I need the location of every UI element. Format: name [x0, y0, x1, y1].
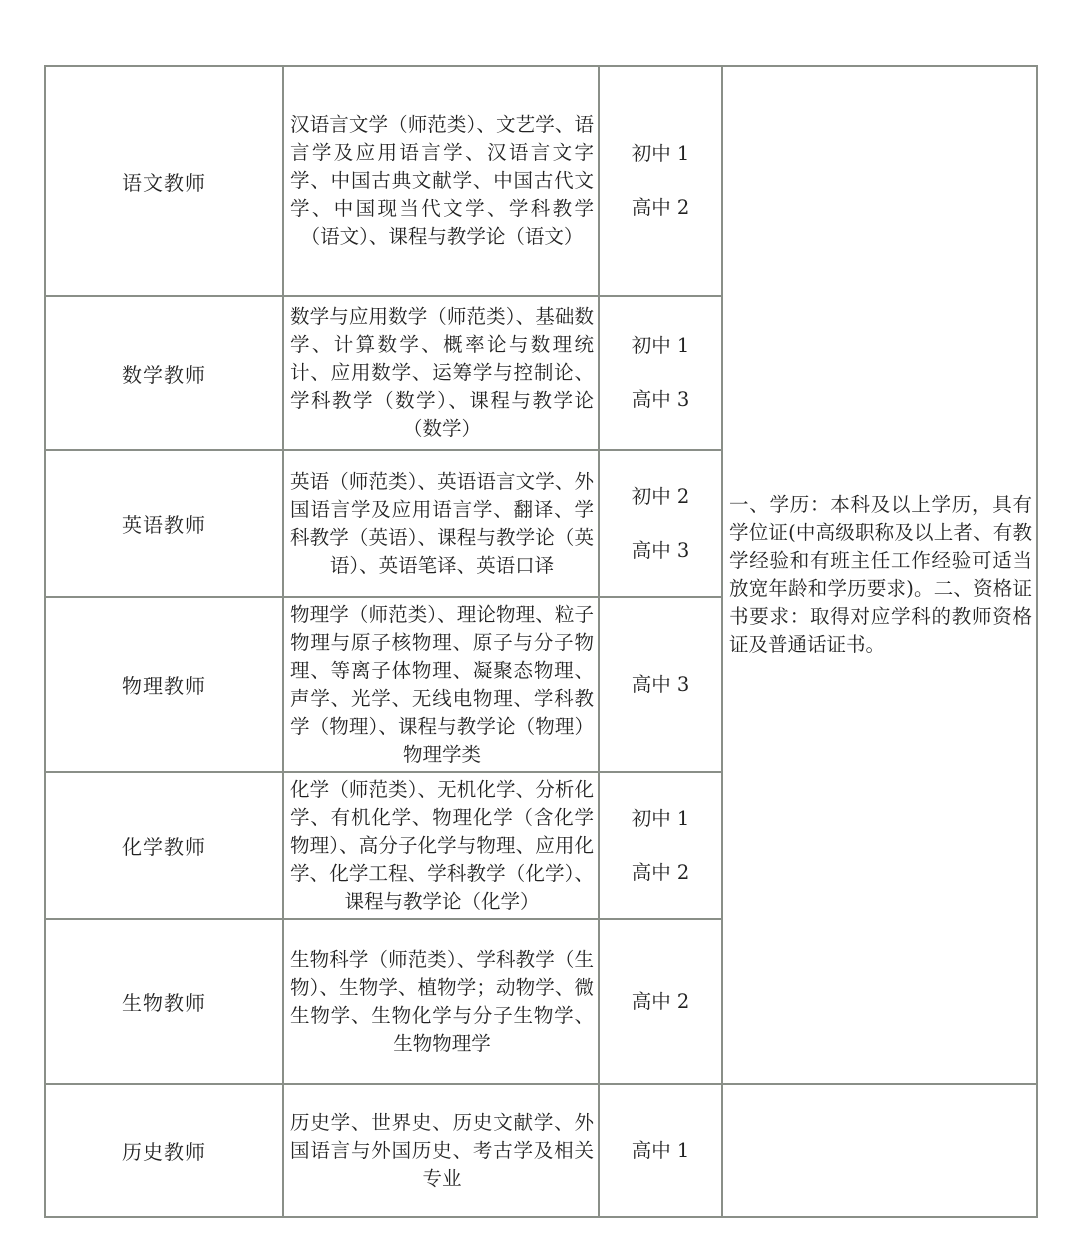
table-row-chinese — [45, 66, 1037, 296]
requirements-cell-empty — [722, 1084, 1037, 1217]
majors-text: 汉语言文学（师范类）、文艺学、语言学及应用语言学、汉语言文字学、中国古典文献学、中国古代文学、中国现当代文学、学科教学（语文）、课程与教学论（语文） — [290, 113, 594, 248]
position-cell: 生物教师 — [45, 919, 283, 1084]
openings-junior: 初中 1 — [631, 142, 690, 165]
majors-text: 英语（师范类）、英语语言文学、外国语言学及应用语言学、翻译、学科教学（英语）、课程与教学论（英语）、英语笔译、英语口译 — [290, 469, 594, 577]
majors-text: 历史学、世界史、历史文献学、外国语言与外国历史、考古学及相关专业 — [290, 1110, 594, 1190]
position-cell: 数学教师 — [45, 296, 283, 450]
openings-cell — [599, 597, 722, 772]
openings-cell — [599, 450, 722, 597]
majors-cell — [283, 597, 599, 772]
majors-cell — [283, 772, 599, 919]
openings-cell — [599, 1084, 722, 1217]
openings-junior: 初中 2 — [631, 484, 690, 508]
openings-junior: 初中 1 — [631, 806, 690, 830]
majors-cell — [283, 1084, 599, 1217]
openings-senior: 高中 2 — [631, 989, 690, 1013]
position-cell: 历史教师 — [45, 1084, 283, 1217]
position-cell: 物理教师 — [45, 597, 283, 772]
majors-text: 数学与应用数学（师范类）、基础数学、计算数学、概率论与数理统计、应用数学、运筹学与控制论、学科教学（数学）、课程与教学论（数学） — [290, 305, 594, 440]
position-cell: 语文教师 — [45, 66, 283, 296]
openings-senior: 高中 3 — [631, 672, 690, 696]
majors-text: 物理学（师范类）、理论物理、粒子物理与原子核物理、原子与分子物理、等离子体物理、凝聚态物理、声学、光学、无线电物理、学科教学（物理）、课程与教学论（物理）物理学类 — [290, 602, 594, 766]
majors-cell — [283, 450, 599, 597]
requirements-text: 一、学历：本科及以上学历，具有学位证(中高级职称及以上者、有教学经验和有班主任工作经验可适当放宽年龄和学历要求)。二、资格证书要求：取得对应学科的教师资格证及普通话证书。 — [729, 493, 1032, 656]
openings-senior: 高中 2 — [631, 196, 690, 219]
majors-cell — [283, 919, 599, 1084]
majors-cell — [283, 296, 599, 450]
requirements-cell — [722, 66, 1037, 1084]
openings-senior: 高中 1 — [631, 1138, 690, 1162]
openings-cell — [599, 66, 722, 296]
openings-senior: 高中 3 — [631, 388, 690, 411]
majors-cell — [283, 66, 599, 296]
openings-junior: 初中 1 — [631, 334, 690, 357]
position-cell: 英语教师 — [45, 450, 283, 597]
recruitment-table — [44, 65, 1038, 1218]
openings-cell — [599, 772, 722, 919]
table-row-history — [45, 1084, 1037, 1217]
majors-text: 化学（师范类）、无机化学、分析化学、有机化学、物理化学（含化学物理）、高分子化学与物理、应用化学、化学工程、学科教学（化学）、课程与教学论（化学） — [290, 777, 594, 913]
position-cell: 化学教师 — [45, 772, 283, 919]
openings-senior: 高中 2 — [631, 860, 690, 884]
openings-cell — [599, 919, 722, 1084]
majors-text: 生物科学（师范类）、学科教学（生物）、生物学、植物学；动物学、微生物学、生物化学与分子生物学、生物物理学 — [290, 947, 594, 1055]
openings-senior: 高中 3 — [631, 538, 690, 562]
openings-cell — [599, 296, 722, 450]
